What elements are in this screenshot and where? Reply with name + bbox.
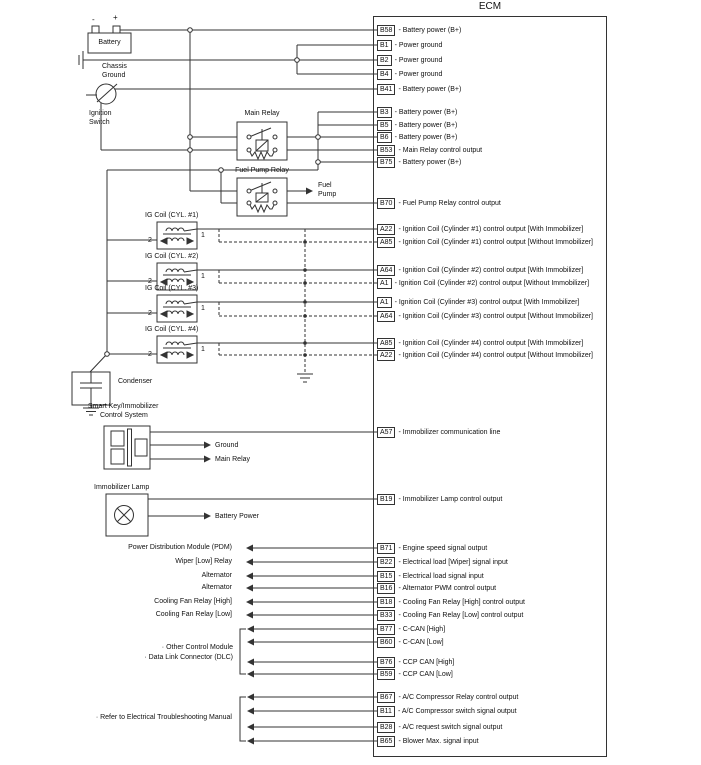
ecm-pin-row: B71 - Engine speed signal output	[377, 542, 487, 554]
ecm-pin-row: B22 - Electrical load [Wiper] signal input	[377, 556, 508, 568]
immobilizer-lamp-symbol	[106, 494, 148, 536]
note-other-control-module: · Other Control Module	[161, 644, 233, 651]
smart-key-main-relay-label: Main Relay	[215, 456, 251, 463]
ecm-pin-row: A22 - Ignition Coil (Cylinder #1) control output [With Immobilizer]	[377, 223, 583, 235]
ig-coil-4-terminal-1: 1	[201, 346, 205, 353]
ecm-pin-row: A64 - Ignition Coil (Cylinder #3) control output [Without Immobilizer]	[377, 310, 593, 322]
ecm-pin-row: B28 - A/C request switch signal output	[377, 721, 502, 733]
ig-coil-2-terminal-1: 1	[201, 273, 205, 280]
battery-plus-label: +	[113, 13, 118, 22]
junction-nodes	[105, 28, 321, 357]
ecm-pin-row: B60 - C-CAN [Low]	[377, 636, 444, 648]
ecm-pin-row: B33 - Cooling Fan Relay [Low] control output	[377, 609, 523, 621]
smart-key-ground-label: Ground	[215, 442, 239, 449]
main-relay-label: Main Relay	[244, 110, 280, 117]
left-signal-label: Wiper [Low] Relay	[175, 558, 232, 565]
note-refer-manual: · Refer to Electrical Troubleshooting Manual	[95, 714, 232, 721]
ecm-title: ECM	[478, 1, 502, 12]
ecm-pin-row: B16 - Alternator PWM control output	[377, 582, 496, 594]
ig-coil-4-label: IG Coil (CYL. #4)	[145, 326, 199, 333]
ecm-pin-row: B3 - Battery power (B+)	[377, 106, 457, 118]
ignition-switch-symbol	[86, 84, 117, 104]
ig-coil-3-terminal-1: 1	[201, 305, 205, 312]
ignition-switch-label-1: Ignition	[89, 110, 112, 117]
ecm-pin-row: A1 - Ignition Coil (Cylinder #3) control output [With Immobilizer]	[377, 296, 579, 308]
ignition-switch-label-2: Switch	[89, 119, 110, 126]
chassis-ground-symbol	[79, 51, 83, 69]
ig-coil-3-symbol	[157, 295, 197, 322]
ecm-pin-row: B2 - Power ground	[377, 54, 442, 66]
ig-coil-1-label: IG Coil (CYL. #1)	[145, 212, 199, 219]
left-signal-label: Cooling Fan Relay [Low]	[155, 611, 232, 618]
left-signal-label: Alternator	[201, 572, 232, 579]
smart-key-label-1: Smart Key/Immobilizer	[88, 403, 159, 410]
ig-coil-4-terminal-2: 2	[148, 351, 152, 358]
ground-symbol	[297, 374, 313, 382]
ecm-pin-row: B5 - Battery power (B+)	[377, 119, 457, 131]
note-data-link-connector: · Data Link Connector (DLC)	[144, 654, 233, 661]
ecm-pin-row: A64 - Ignition Coil (Cylinder #2) control output [With Immobilizer]	[377, 264, 583, 276]
ecm-pin-row: B6 - Battery power (B+)	[377, 131, 457, 143]
left-arrows	[246, 545, 254, 745]
group-brackets	[240, 629, 246, 741]
left-signal-label: Cooling Fan Relay [High]	[154, 598, 232, 605]
battery-power-arrow-icon	[204, 513, 211, 520]
ecm-pin-row: B4 - Power ground	[377, 68, 442, 80]
smart-key-box-symbol	[104, 426, 150, 469]
ig-coil-1-symbol	[157, 222, 197, 249]
main-relay-arrow-icon	[204, 456, 211, 463]
fuel-pump-label-2: Pump	[318, 191, 337, 198]
battery-minus-label: -	[92, 15, 95, 24]
ecm-pin-row: B41 - Battery power (B+)	[377, 83, 461, 95]
battery-label: Battery	[98, 39, 121, 46]
ecm-pin-row: B11 - A/C Compressor switch signal output	[377, 705, 517, 717]
ecm-pin-row: A1 - Ignition Coil (Cylinder #2) control output [Without Immobilizer]	[377, 277, 589, 289]
ig-coil-1-terminal-2: 2	[148, 237, 152, 244]
ig-coil-3-label: IG Coil (CYL. #3)	[145, 285, 199, 292]
chassis-ground-label-1: Chassis	[102, 63, 127, 70]
ecm-pin-row: B75 - Battery power (B+)	[377, 156, 461, 168]
smart-key-label-2: Control System	[100, 412, 148, 419]
ig-coil-2-terminal-2: 2	[148, 278, 152, 285]
ig-coil-2-label: IG Coil (CYL. #2)	[145, 253, 199, 260]
ecm-pin-row: B76 - CCP CAN [High]	[377, 656, 454, 668]
ig-coil-4-symbol	[157, 336, 197, 363]
ecm-pin-row: B65 - Blower Max. signal input	[377, 735, 479, 747]
chassis-ground-label-2: Ground	[102, 72, 126, 79]
ecm-pin-row: B58 - Battery power (B+)	[377, 24, 461, 36]
ig-coil-3-terminal-2: 2	[148, 310, 152, 317]
ecm-pin-row: B67 - A/C Compressor Relay control output	[377, 691, 518, 703]
ecm-pin-row: B15 - Electrical load signal input	[377, 570, 484, 582]
fuel-pump-label-1: Fuel	[318, 182, 332, 189]
condenser-label: Condenser	[118, 378, 153, 385]
ground-arrow-icon	[204, 442, 211, 449]
ecm-pin-row: A57 - Immobilizer communication line	[377, 426, 500, 438]
ecm-pin-row: A85 - Ignition Coil (Cylinder #4) control output [With Immobilizer]	[377, 337, 583, 349]
ecm-pin-row: B19 - Immobilizer Lamp control output	[377, 493, 502, 505]
ecm-pin-row: B77 - C-CAN [High]	[377, 623, 445, 635]
left-signal-label: Alternator	[201, 584, 232, 591]
fuel-pump-arrow-icon	[306, 188, 313, 195]
ecm-pin-row: A22 - Ignition Coil (Cylinder #4) control output [Without Immobilizer]	[377, 349, 593, 361]
ecm-pin-row: B53 - Main Relay control output	[377, 144, 482, 156]
ecm-pin-row: B1 - Power ground	[377, 39, 442, 51]
immobilizer-lamp-label: Immobilizer Lamp	[94, 484, 150, 491]
fuel-pump-relay-label: Fuel Pump Relay	[235, 167, 289, 174]
left-signal-label: Power Distribution Module (PDM)	[128, 544, 232, 551]
ig-coil-1-terminal-1: 1	[201, 232, 205, 239]
ecm-pin-row: B70 - Fuel Pump Relay control output	[377, 197, 501, 209]
ecm-pin-row: B18 - Cooling Fan Relay [High] control output	[377, 596, 525, 608]
right-arrows	[204, 188, 313, 520]
main-relay-symbol	[237, 122, 287, 160]
ecm-pin-row: B59 - CCP CAN [Low]	[377, 668, 453, 680]
ecm-pin-row: A85 - Ignition Coil (Cylinder #1) control output [Without Immobilizer]	[377, 236, 593, 248]
battery-power-label: Battery Power	[215, 513, 259, 520]
fuel-pump-relay-symbol	[237, 178, 287, 216]
